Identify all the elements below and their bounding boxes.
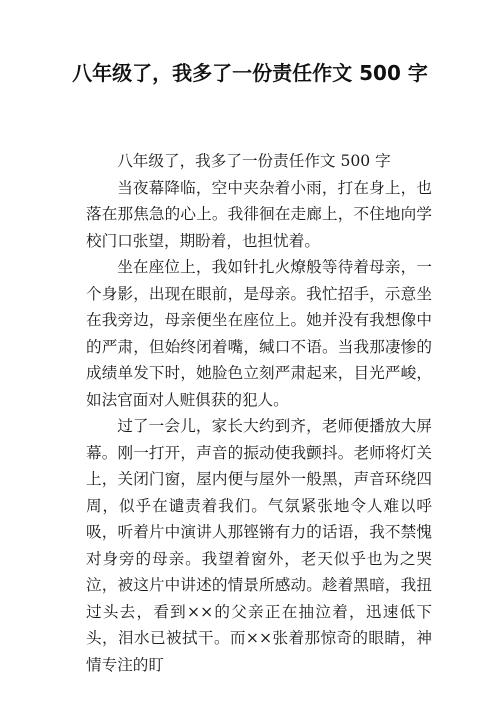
document-title: 八年级了，我多了一份责任作文 500 字 xyxy=(72,61,428,85)
paragraph: 当夜幕降临，空中夹杂着小雨，打在身上，也落在那焦急的心上。我徘徊在走廊上，不住地向学校门口张望，期盼着，也担忧着。 xyxy=(86,178,432,250)
document-body xyxy=(86,148,432,678)
paragraph: 坐在座位上，我如针扎火燎般等待着母亲，一个身影，出现在眼前，是母亲。我忙招手，示意坐在我旁边，母亲便坐在座位上。她并没有我想像中的严肃，但始终闭着嘴，缄口不语。当我那凄惨的成绩单发下时，她脸色立刻严肃起来，目光严峻，如法官面对人赃俱获的犯人。 xyxy=(86,258,432,409)
paragraph: 八年级了，我多了一份责任作文 500 字 xyxy=(117,152,391,170)
paragraph: 过了一会儿，家长大约到齐，老师便播放大屏幕。刚一打开，声音的振动使我颤抖。老师将灯关上，关闭门窗，屋内便与屋外一般黑，声音环绕四周，似乎在谴责着我们。气氛紧张地令人难以呼吸，听着片中演讲人那铿锵有力的话语，我不禁愧对身旁的母亲。我望着窗外，老天似乎也为之哭泣，被这片中讲述的情景所感动。趁着黑暗，我扭过头去，看到××的父亲正在抽泣着，迅速低下头，泪水已被拭干。而××张着那惊奇的眼睛，神情专注的盯 xyxy=(86,417,432,674)
